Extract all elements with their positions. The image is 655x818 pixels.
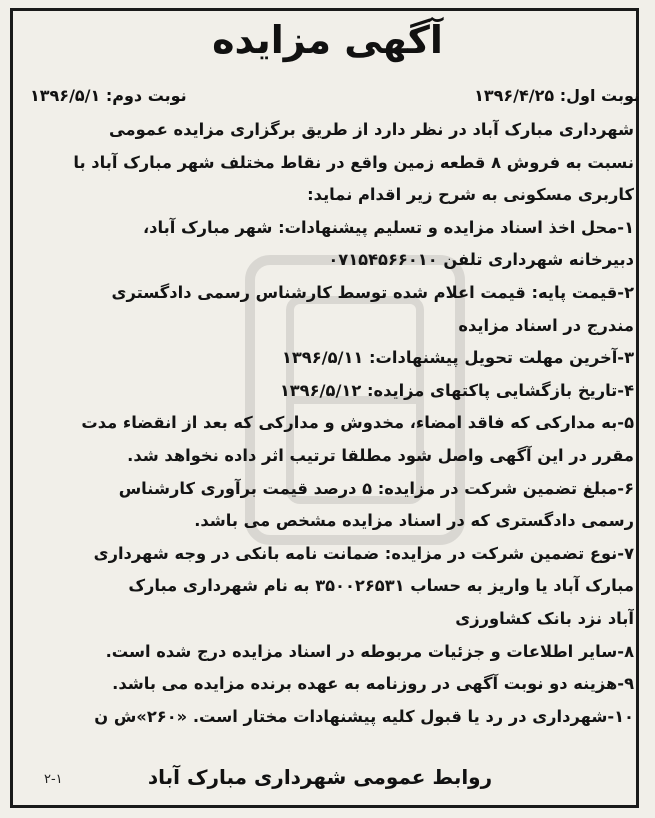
body-line: رسمی دادگستری که در اسناد مزایده مشخص می باشد. bbox=[194, 511, 634, 531]
body-line: نسبت به فروش ۸ قطعه زمین واقع در نقاط مختلف شهر مبارک آباد با bbox=[73, 152, 634, 172]
footer-signature: روابط عمومی شهرداری مبارک آباد bbox=[147, 765, 493, 789]
body-line: ۶-مبلغ تضمین شرکت در مزایده: ۵ درصد قیمت برآوری کارشناس bbox=[118, 478, 634, 498]
body-line: ۳-آخرین مهلت تحویل پیشنهادات: ۱۳۹۶/۵/۱۱ bbox=[281, 348, 634, 368]
body-line: مقرر در این آگهی واصل شود مطلقا ترتیب اثر داده نخواهد شد. bbox=[127, 445, 634, 465]
second-notice-date: نوبت دوم: ۱۳۹۶/۵/۱ bbox=[30, 86, 187, 105]
body-line: کاربری مسکونی به شرح زیر اقدام نماید: bbox=[307, 185, 634, 205]
body-line: ۷-نوع تضمین شرکت در مزایده: ضمانت نامه بانکی در وجه شهرداری bbox=[93, 543, 634, 563]
body-line: شهرداری مبارک آباد در نظر دارد از طریق برگزاری مزایده عمومی bbox=[109, 120, 634, 139]
body-line: آباد نزد بانک کشاورزی bbox=[455, 608, 634, 628]
first-notice-date: نوبت اول: ۱۳۹۶/۴/۲۵ bbox=[474, 86, 640, 105]
body-line: مندرج در اسناد مزایده bbox=[458, 315, 634, 335]
body-line: ۲-قیمت پایه: قیمت اعلام شده توسط کارشناس رسمی دادگستری bbox=[111, 282, 634, 302]
body-line: دبیرخانه شهرداری تلفن ۰۷۱۵۴۵۶۶۰۱۰ bbox=[328, 250, 634, 270]
body-line: ۸-سایر اطلاعات و جزئیات مربوطه در اسناد مزایده درج شده است. bbox=[105, 641, 634, 661]
body-line: مبارک آباد یا واریز به حساب ۳۵۰۰۲۶۵۳۱ به نام شهرداری مبارک bbox=[128, 576, 634, 596]
body-line: ۱-محل اخذ اسناد مزایده و تسلیم پیشنهادات: شهر مبارک آباد، bbox=[142, 217, 634, 237]
body-line: ۹-هزینه دو نوبت آگهی در روزنامه به عهده برنده مزایده می باشد. bbox=[112, 674, 634, 694]
notice-body bbox=[24, 114, 634, 733]
notice-title: آگهی مزایده bbox=[212, 18, 443, 62]
body-line: ۴-تاریخ بازگشایی پاکتهای مزایده: ۱۳۹۶/۵/۱۲ bbox=[279, 380, 634, 400]
notice-code: ۲-۱ bbox=[44, 772, 63, 787]
body-line: ۱۰-شهرداری در رد یا قبول کلیه پیشنهادات مختار است. «۲۶۰»ش ن bbox=[94, 706, 634, 726]
body-line: ۵-به مدارکی که فاقد امضاء، مخدوش و مدارکی که بعد از انقضاء مدت bbox=[81, 413, 634, 433]
